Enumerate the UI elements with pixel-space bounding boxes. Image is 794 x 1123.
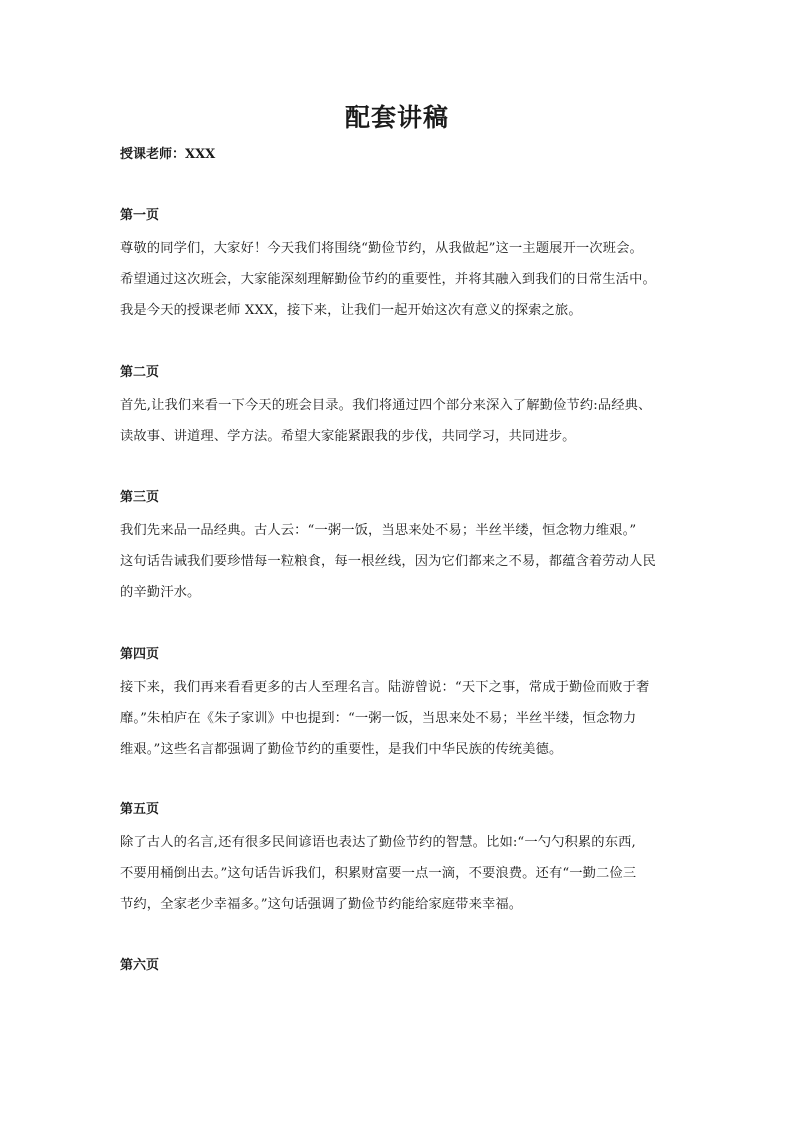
section-page-1 — [120, 207, 680, 326]
section-paragraph: 我们先来品一品经典。古人云：“一粥一饭，当思来处不易；半丝半缕，恒念物力维艰。” 这句话告诫我们要珍惜每一粒粮食，每一根丝线，因为它们都来之不易，都蕴含着劳动人民 的辛勤汗水。 — [120, 523, 656, 600]
section-page-4 — [120, 646, 680, 765]
section-heading: 第二页 — [120, 365, 160, 380]
section-paragraph: 尊敬的同学们，大家好！今天我们将围绕“勤俭节约，从我做起”这一主题展开一次班会。 希望通过这次班会，大家能深刻理解勤俭节约的重要性，并将其融入到我们的日常生活中。 我是今天的授课老师 XXX，接下来，让我们一起开始这次有意义的探索之旅。 — [120, 241, 656, 318]
section-paragraph: 接下来，我们再来看看更多的古人至理名言。陆游曾说：“天下之事，常成于勤俭而败于奢 靡。”朱柏庐在《朱子家训》中也提到：“一粥一饭，当思来处不易；半丝半缕，恒念物力 维艰。”这些名言都强调了勤俭节约的重要性，是我们中华民族的传统美德。 — [120, 680, 650, 757]
section-paragraph: 除了古人的名言,还有很多民间谚语也表达了勤俭节约的智慧。比如:“一勺勺积累的东西, 不要用桶倒出去。”这句话告诉我们，积累财富要一点一滴，不要浪费。还有“一勤二俭三 节约，全家老少幸福多。”这句话强调了勤俭节约能给家庭带来幸福。 — [120, 835, 637, 912]
teacher-line: 授课老师：XXX — [120, 147, 216, 162]
section-paragraph: 首先,让我们来看一下今天的班会目录。我们将通过四个部分来深入了解勤俭节约:品经典、 读故事、讲道理、学方法。希望大家能紧跟我的步伐，共同学习，共同进步。 — [120, 398, 652, 444]
section-heading: 第四页 — [120, 647, 160, 662]
page-title: 配套讲稿 — [344, 103, 449, 132]
section-heading: 第五页 — [120, 802, 160, 817]
section-page-5 — [120, 801, 680, 920]
section-page-3 — [120, 489, 680, 608]
section-page-6 — [120, 957, 680, 983]
section-heading: 第一页 — [120, 208, 160, 223]
section-heading: 第三页 — [120, 490, 160, 505]
section-heading: 第六页 — [120, 958, 160, 973]
section-page-2 — [120, 364, 680, 452]
